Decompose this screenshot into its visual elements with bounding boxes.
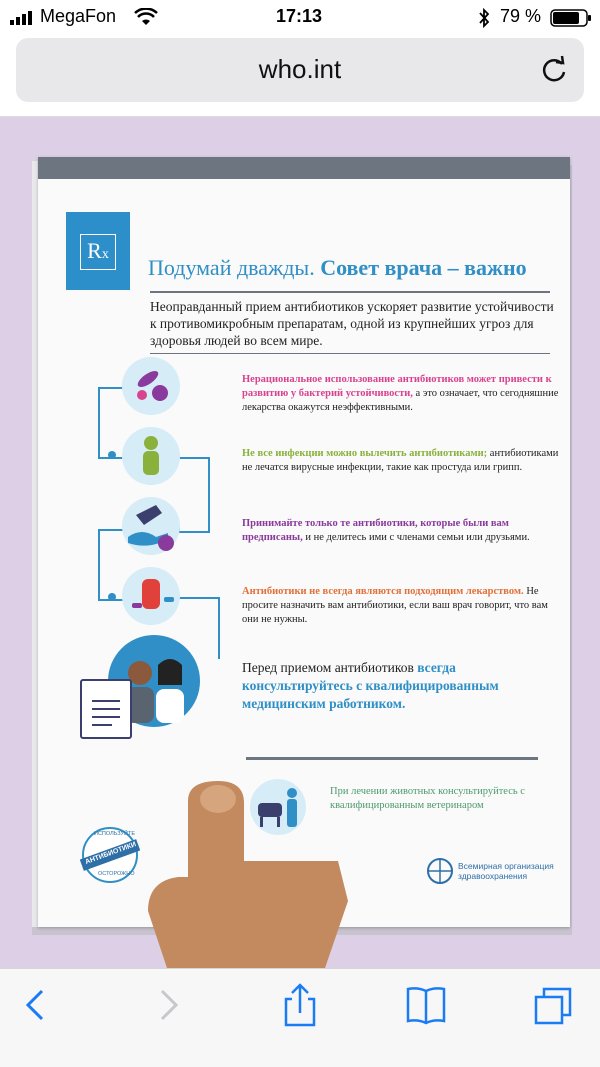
advice-item: [242, 517, 562, 545]
tabs-icon[interactable]: [532, 983, 576, 1027]
vet-advice: При лечении животных консультируйтесь с квалифицированным ветеринаром: [330, 786, 525, 811]
advice-highlight: Антибиотики не всегда являются подходящим лекарством.: [242, 586, 524, 597]
title-part2: Совет врача – важно: [320, 255, 527, 280]
rx-logo: [66, 212, 130, 290]
final-divider: [246, 757, 538, 760]
advice-highlight: Принимайте только те антибиотики, которые были вам предписаны,: [242, 518, 509, 543]
bacteria-icon: [122, 357, 180, 415]
share-icon[interactable]: [278, 983, 322, 1027]
wifi-icon: [134, 8, 158, 31]
rx-symbol-icon: Rx: [80, 234, 116, 270]
final-accent: всегда консультируйтесь с квалифицированным медицинским работником.: [242, 660, 499, 711]
url-text[interactable]: who.int: [258, 54, 342, 84]
clipboard-icon: [80, 679, 132, 739]
poster-intro: Неоправданный прием антибиотиков ускоряет развитие устойчивости к противомикробным препаратам, одной из крупнейших угроз для здоровья людей во всем мире.: [150, 299, 554, 348]
hand-image: [148, 781, 348, 968]
title-divider: [150, 291, 550, 293]
back-icon[interactable]: [14, 983, 58, 1027]
connector-dot: [108, 593, 116, 601]
poster-top-band: [38, 157, 570, 179]
reload-icon[interactable]: [538, 54, 570, 86]
antibiotics-badge: [80, 825, 140, 885]
badge-mid-text: АНТИБИОТИКИ: [84, 841, 138, 866]
sick-person-icon: [122, 427, 180, 485]
advice-text: антибиотиками не лечатся вирусные инфекции, такие как простуда или грипп.: [242, 448, 559, 473]
battery-percent: 79 %: [500, 6, 542, 26]
final-prefix: Перед приемом антибиотиков: [242, 660, 414, 675]
advice-item: [242, 585, 562, 627]
connector-dot: [108, 451, 116, 459]
address-bar[interactable]: [16, 38, 584, 102]
clock: 17:13: [276, 6, 323, 26]
web-content[interactable]: [0, 117, 600, 968]
bottom-toolbar: [0, 968, 600, 1067]
badge-top-text: ИСПОЛЬЗУЙТЕ: [94, 831, 135, 837]
advice-text: а это означает, что сегодняшние лекарства окажутся неэффективными.: [242, 388, 559, 413]
advice-highlight: Нерациональное использование антибиотиков может привести к развитию у бактерий устойчивости,: [242, 374, 552, 399]
who-logo-icon: [426, 857, 454, 890]
status-bar: [0, 0, 600, 36]
final-advice: [242, 659, 542, 713]
title-part1: Подумай дважды.: [148, 255, 315, 280]
stop-hand-icon: [122, 567, 180, 625]
intro-divider: [150, 353, 550, 354]
who-name: Всемирная организация здравоохранения: [458, 861, 554, 881]
advice-text: Не просите назначить вам антибиотики, если ваш врач говорит, что вам они не нужны.: [242, 586, 548, 625]
forward-icon[interactable]: [146, 983, 190, 1027]
bookmarks-icon[interactable]: [404, 983, 448, 1027]
signal-icon: [10, 11, 36, 30]
advice-highlight: Не все инфекции можно вылечить антибиотиками;: [242, 448, 488, 459]
advice-text: и не делитесь ими с членами семьи или друзьями.: [305, 532, 530, 543]
battery-icon: [550, 9, 592, 32]
poster-title: [148, 255, 527, 281]
carrier-name: MegaFon: [40, 6, 117, 26]
bluetooth-icon: [478, 8, 490, 33]
advice-item: [242, 447, 562, 475]
advice-item: [242, 373, 562, 415]
flow-connector: [178, 457, 210, 533]
pills-hand-icon: [122, 497, 180, 555]
badge-bottom-text: ОСТОРОЖНО: [98, 871, 135, 877]
